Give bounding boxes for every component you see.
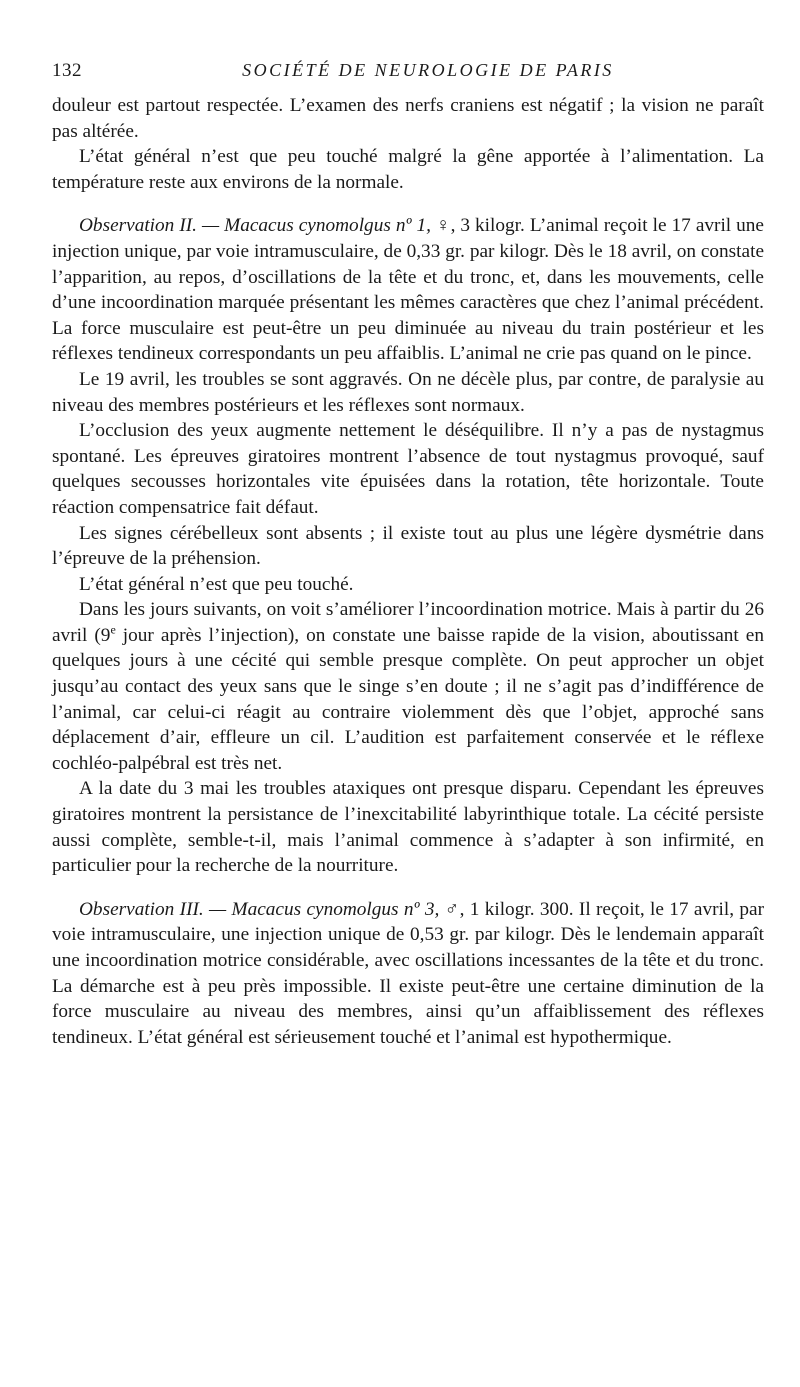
observation-3-text: ♂, 1 kilogr. 300. Il reçoit, le 17 avril, par voie intramusculaire, une injection unique de 0,53 gr. par kilogr. Dès le lendemain apparaît une incoordination motrice considérable, avec oscillations incessantes de la tête et du tronc. La démarche est à peu près impossible. Il existe peut-être une certaine diminution de la force musculaire au niveau des membres, ainsi qu’un affaiblissement des réflexes tendineux. L’état général est sérieusement touché et l’animal est hypothermique. [52, 898, 764, 1048]
running-head: SOCIÉTÉ DE NEUROLOGIE DE PARIS [242, 60, 614, 80]
observation-3-title: Observation III. — Macacus cynomolgus nº 3, [79, 898, 440, 920]
observation-2-title: Observation II. — Macacus cynomolgus nº 1, [79, 215, 431, 237]
page-header [52, 60, 764, 86]
body-text [52, 93, 764, 1050]
paragraph-8-before: Dans les jours suivants, on voit s’améliorer l’incoordination motrice. Mais à partir du 26 avril (9 [52, 599, 764, 646]
observation-2 [52, 213, 764, 367]
ordinal-superscript: e [110, 622, 116, 637]
paragraph-8 [52, 597, 764, 776]
paragraph-8-after: jour après l’injection), on constate une baisse rapide de la vision, aboutissant en quelques jours à une cécité qui semble presque complète. On peut approcher un objet jusqu’au contact des yeux sans que le singe s’en doute ; il ne s’agit pas d’indifférence de l’animal, car celui-ci réagit au contraire violemment dès que l’objet, approché sans déplacement d’air, effleure un cil. L’audition est parfaitement conservée et le réflexe cochléo-palpébral est très net. [52, 624, 764, 774]
paragraph-5: L’occlusion des yeux augmente nettement le déséquilibre. Il n’y a pas de nystagmus spontané. Les épreuves giratoires montrent l’absence de tout nystagmus provoqué, sauf quelques secousses horizontales vite épuisées dans la rotation, tête horizontale. Toute réaction compensatrice fait défaut. [52, 420, 764, 518]
paragraph-6: Les signes cérébelleux sont absents ; il existe tout au plus une légère dysmétrie dans l’épreuve de la préhension. [52, 522, 764, 570]
paragraph-4: Le 19 avril, les troubles se sont aggravés. On ne décèle plus, par contre, de paralysie au niveau des membres postérieurs et les réflexes sont normaux. [52, 368, 764, 416]
paragraph-1: douleur est partout respectée. L’examen des nerfs craniens est négatif ; la vision ne paraît pas altérée. [52, 95, 764, 142]
observation-3 [52, 897, 764, 1051]
page-number: 132 [52, 60, 82, 81]
paragraph-9: A la date du 3 mai les troubles ataxiques ont presque disparu. Cependant les épreuves giratoires montrent la persistance de l’inexcitabilité labyrinthique totale. La cécité persiste aussi complète, semble-t-il, mais l’animal commence à s’adapter à son infirmité, en particulier pour la recherche de la nourriture. [52, 778, 764, 877]
paragraph-2: L’état général n’est que peu touché malgré la gêne apportée à l’alimentation. La température reste aux environs de la normale. [52, 146, 764, 193]
observation-2-text: ♀, 3 kilogr. L’animal reçoit le 17 avril une injection unique, par voie intramusculaire, de 0,33 gr. par kilogr. Dès le 18 avril, on constate l’apparition, au repos, d’oscillations de la tête et du tronc, et, dans les mouvements, celle d’une incoordination marquée présentant les mêmes caractères que chez l’animal précédent. La force musculaire est peut-être un peu diminuée au niveau du train postérieur et les réflexes tendineux correspondants un peu affaiblis. L’animal ne crie pas quand on le pince. [52, 215, 764, 365]
paragraph-7: L’état général n’est que peu touché. [79, 573, 354, 595]
